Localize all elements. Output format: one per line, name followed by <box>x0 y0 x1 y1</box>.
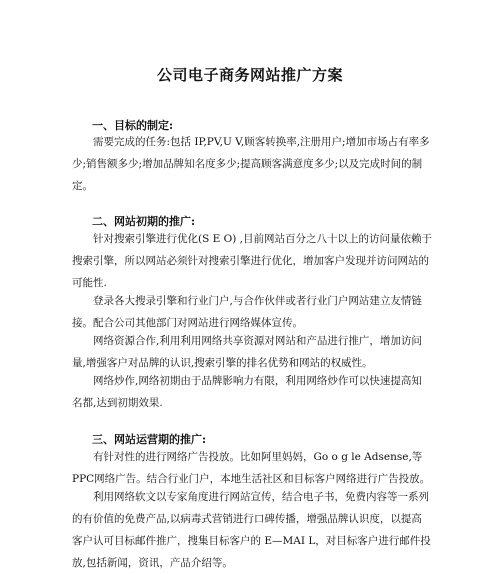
document-title: 公司电子商务网站推广方案 <box>156 66 343 84</box>
section-2-paragraph-2: 登录各大搜录引擎和行业门户,与合作伙伴或者行业门户网站建立友情链接。配合公司其他部门对网站进行网络媒体宣传。 <box>72 295 422 329</box>
section-2-paragraph-4: 网络炒作,网络初期由于品牌影响力有限，利用网络炒作可以快速提高知名都,达到初期效果. <box>72 375 422 409</box>
section-1-heading: 一、目标的制定: <box>92 119 174 132</box>
section-3-heading: 三、网站运营期的推广: <box>92 433 207 446</box>
section-3-paragraph-1: 有针对性的进行网络广告投放。比如阿里妈妈，Go o g le Adsense,等 PPC网络广告。结合行业门户，本地生活社区和目标客户网络进行广告投放。 <box>72 451 431 485</box>
section-3-paragraph-2: 利用网络软文以专家角度进行网站宣传，结合电子书，免费内容等一系列的有价值的免费产品,以病毒式营销进行口碑传播，增强品牌认识度，以提高客户认可目标邮件推广，搜集目标客户的 E—MAI L，对目标客户进行邮件投放,包括新闻，资讯，产品介绍等。 <box>72 491 431 569</box>
section-1-paragraph-1: 需要完成的任务:包括 IP,PV,U V,顾客转换率,注册用户;增加市场占有率多少;销售额多少;增加品牌知名度多少;提高顾客满意度多少;以及完成时间的制定。 <box>72 136 430 192</box>
section-2-paragraph-3: 网络资源合作,利用利用网络共享资源对网站和产品进行推广，增加访问量,增强客户对品牌的认识,搜索引擎的排名优势和网站的权威性。 <box>72 335 422 369</box>
section-2-paragraph-1: 针对搜索引擎进行优化(S E O) ,目前网站百分之八十以上的访问量依赖于搜索引擎，所以网站必须针对搜索引擎进行优化，增加客户发现并访问网站的可能性. <box>72 233 433 289</box>
section-2-heading: 二、网站初期的推广: <box>92 215 196 228</box>
